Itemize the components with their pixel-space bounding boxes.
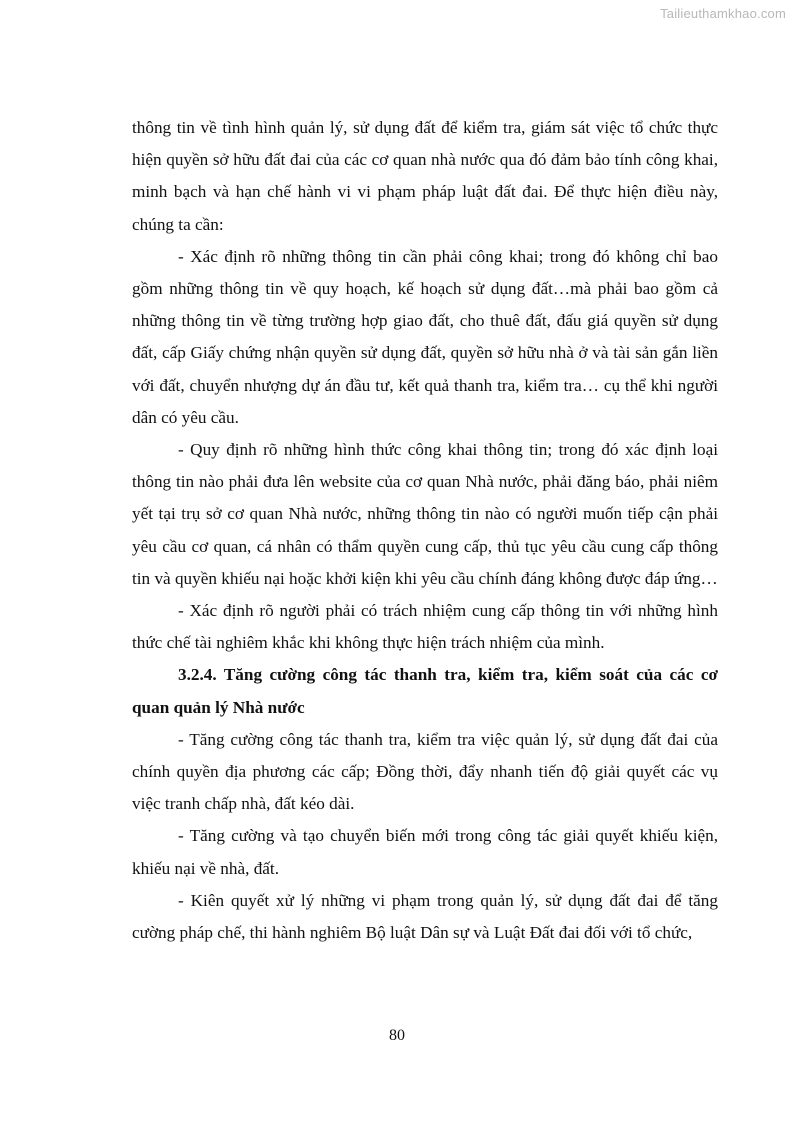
paragraph-public-information: - Xác định rõ những thông tin cần phải công khai; trong đó không chỉ bao gồm những thông tin về quy hoạch, kế hoạch sử dụng đất…mà phải bao gồm cả những thông tin về từng trường hợp giao đất, cho thuê đất, đấu giá quyền sử dụng đất, cấp Giấy chứng nhận quyền sử dụng đất, quyền sở hữu nhà ở và tài sản gắn liền với đất, chuyển nhượng dự án đầu tư, kết quả thanh tra, kiểm tra… cụ thể khi người dân có yêu cầu. — [132, 246, 718, 427]
watermark: Tailieuthamkhao.com — [660, 6, 786, 21]
paragraph-inspection: - Tăng cường công tác thanh tra, kiểm tra việc quản lý, sử dụng đất đai của chính quyền địa phương các cấp; Đồng thời, đẩy nhanh tiến độ giải quyết các vụ việc tranh chấp nhà, đất kéo dài. — [132, 729, 718, 814]
paragraph-disclosure-forms: - Quy định rõ những hình thức công khai thông tin; trong đó xác định loại thông tin nào phải đưa lên website của cơ quan Nhà nước, phải đăng báo, phải niêm yết tại trụ sở cơ quan Nhà nước, những thông tin nào có người muốn tiếp cận phải yêu cầu cơ quan, cá nhân có thẩm quyền cung cấp, thủ tục yêu cầu cung cấp thông tin và quyền khiếu nại hoặc khởi kiện khi yêu cầu chính đáng không được đáp ứng… — [132, 440, 718, 588]
paragraph-intro-continuation: thông tin về tình hình quản lý, sử dụng đất để kiểm tra, giám sát việc tổ chức thực hiện quyền sở hữu đất đai của các cơ quan nhà nước qua đó đảm bảo tính công khai, minh bạch và hạn chế hành vi vi phạm pháp luật đất đai. Để thực hiện điều này, chúng ta cần: — [132, 118, 718, 234]
paragraph-violations: - Kiên quyết xử lý những vi phạm trong quản lý, sử dụng đất đai để tăng cường pháp chế, thi hành nghiêm Bộ luật Dân sự và Luật Đất đai đối với tổ chức, — [132, 890, 718, 943]
page-number: 80 — [389, 1027, 405, 1044]
section-heading-3-2-4: 3.2.4. Tăng cường công tác thanh tra, kiểm tra, kiểm soát của các cơ quan quản lý Nhà nước — [132, 665, 718, 717]
paragraph-responsibility: - Xác định rõ người phải có trách nhiệm cung cấp thông tin với những hình thức chế tài nghiêm khắc khi không thực hiện trách nhiệm của mình. — [132, 601, 718, 653]
document-body — [132, 112, 718, 949]
paragraph-complaints: - Tăng cường và tạo chuyển biến mới trong công tác giải quyết khiếu kiện, khiếu nại về nhà, đất. — [132, 826, 718, 878]
